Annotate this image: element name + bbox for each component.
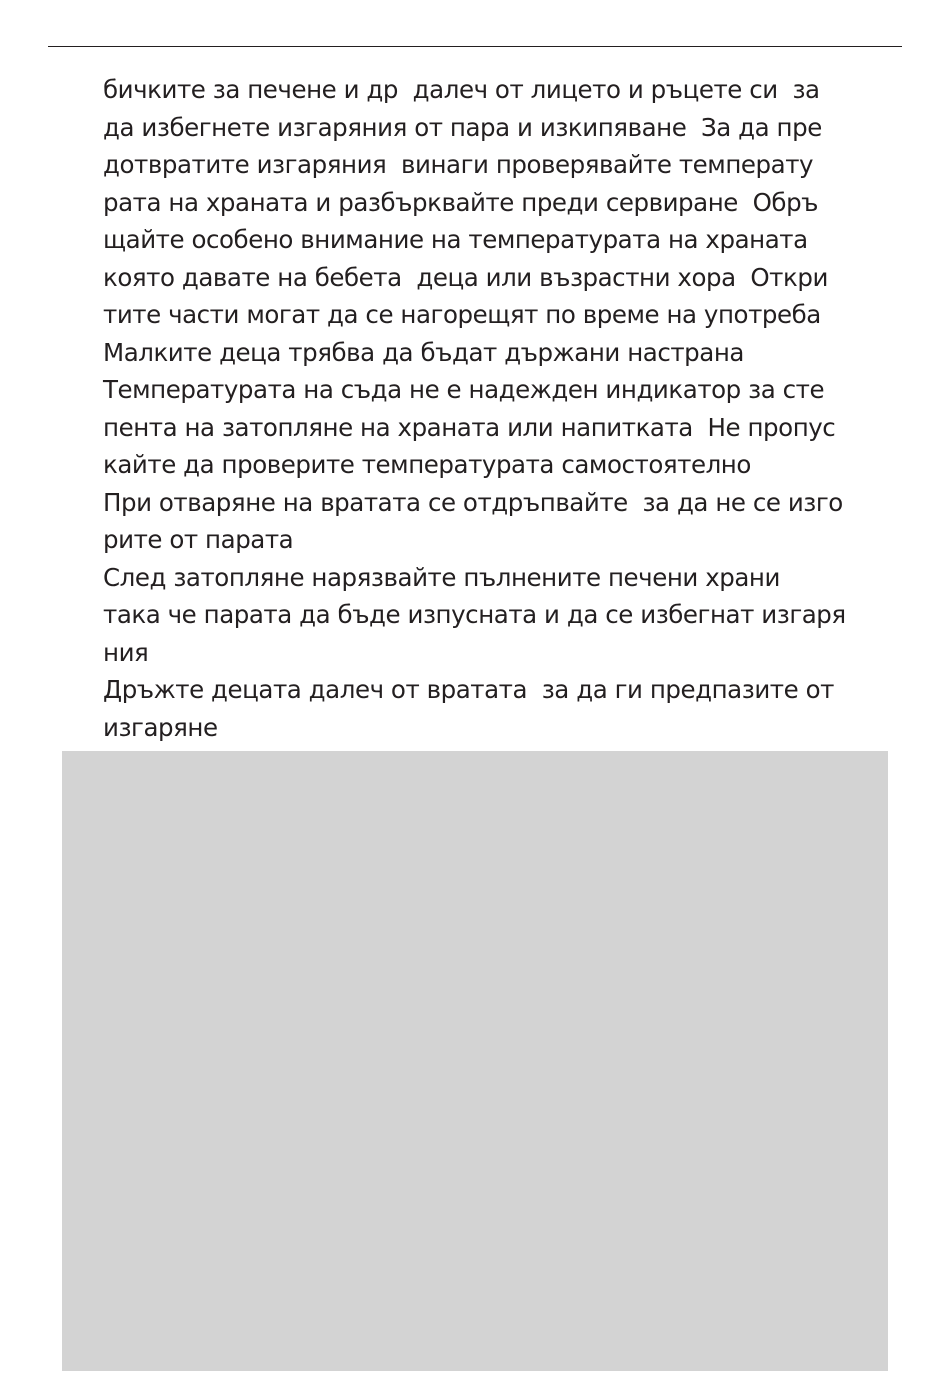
header-rule (48, 46, 902, 47)
text-line: изгаряне (103, 712, 218, 742)
text-line: пента на затопляне на храната или напитката Не пропус (103, 412, 836, 442)
text-line: При отваряне на вратата се отдръпвайте за да не се изго (103, 487, 843, 517)
text-line: кайте да проверите температурата самостоятелно (103, 450, 751, 479)
text-line: бичките за печене и др далеч от лицето и ръцете си за (103, 75, 820, 104)
text-line: дотвратите изгаряния винаги проверявайте температу (103, 150, 814, 179)
text-line: ния (103, 637, 149, 667)
text-line: След затопляне нарязвайте пълнените печени храни (103, 562, 780, 592)
text-line: Температурата на съда не е надежден индикатор за сте (103, 375, 825, 404)
body-text (103, 71, 903, 746)
text-line: щайте особено внимание на температурата на храната (103, 225, 808, 254)
text-line: рите от парата (103, 525, 294, 554)
text-line: която давате на бебета деца или възрастни хора Откри (103, 262, 828, 292)
text-line: тите части могат да се нагорещят по време на употреба (103, 300, 821, 329)
text-line: да избегнете изгаряния от пара и изкипяване За да пре (103, 112, 822, 142)
image-placeholder-panel (62, 751, 888, 1371)
text-line: рата на храната и разбърквайте преди сервиране Обръ (103, 187, 819, 217)
text-line: Дръжте децата далеч от вратата за да ги предпазите от (103, 675, 834, 704)
text-line: Малките деца трябва да бъдат държани настрана (103, 337, 744, 367)
text-line: така че парата да бъде изпусната и да се избегнат изгаря (103, 600, 846, 629)
